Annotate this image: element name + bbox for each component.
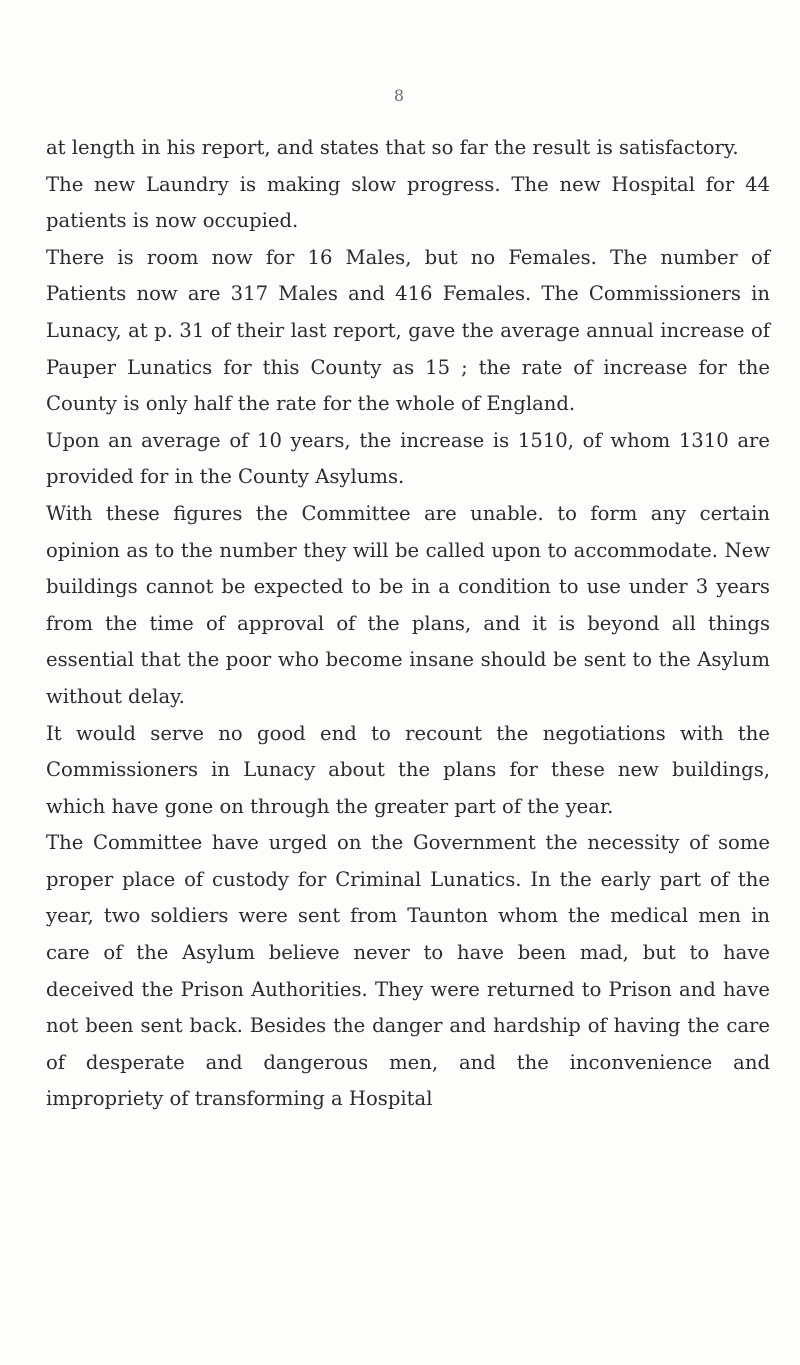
paragraph-laundry-hospital: The new Laundry is making slow progress. The new Hospital for 44 patients is now occupied. [46, 172, 770, 233]
page-number: 8 [393, 86, 405, 105]
paragraph-room-patients: There is room now for 16 Males, but no Females. The number of Patients now are 317 Males and 416 Females. The Commissioners in Lunacy, at p. 31 of their last report, gave the average annual increase of Pauper Lunatics for this County as 15 ; the rate of increase for the County is only half the rate for the whole of England. [46, 245, 770, 416]
paragraph-criminal-lunatics: The Committee have urged on the Government the necessity of some proper place of custody for Criminal Lunatics. In the early part of the year, two soldiers were sent from Taunton whom the medical men in care of the Asylum believe never to have been mad, but to have deceived the Prison Authorities. They were returned to Prison and have not been sent back. Besides the danger and hardship of having the care of desperate and dangerous men, and the inconvenience and impropriety of transforming a Hospital [46, 831, 770, 1111]
paragraph-committee-figures: With these figures the Committee are unable. to form any certain opinion as to the number they will be called upon to accommodate. New buildings cannot be expected to be in a condition to use under 3 years from the time of approval of the plans, and it is beyond all things essential that the poor who become insane should be sent to the Asylum without delay. [46, 501, 770, 708]
paragraph-average-increase: Upon an average of 10 years, the increase is 1510, of whom 1310 are provided for in the County Asylums. [46, 428, 770, 489]
body-text [46, 130, 770, 1118]
paragraph-report-result: at length in his report, and states that so far the result is satisfactory. [46, 136, 739, 159]
paragraph-negotiations: It would serve no good end to recount the negotiations with the Commissioners in Lunacy about the plans for these new buildings, which have gone on through the greater part of the year. [46, 721, 770, 818]
